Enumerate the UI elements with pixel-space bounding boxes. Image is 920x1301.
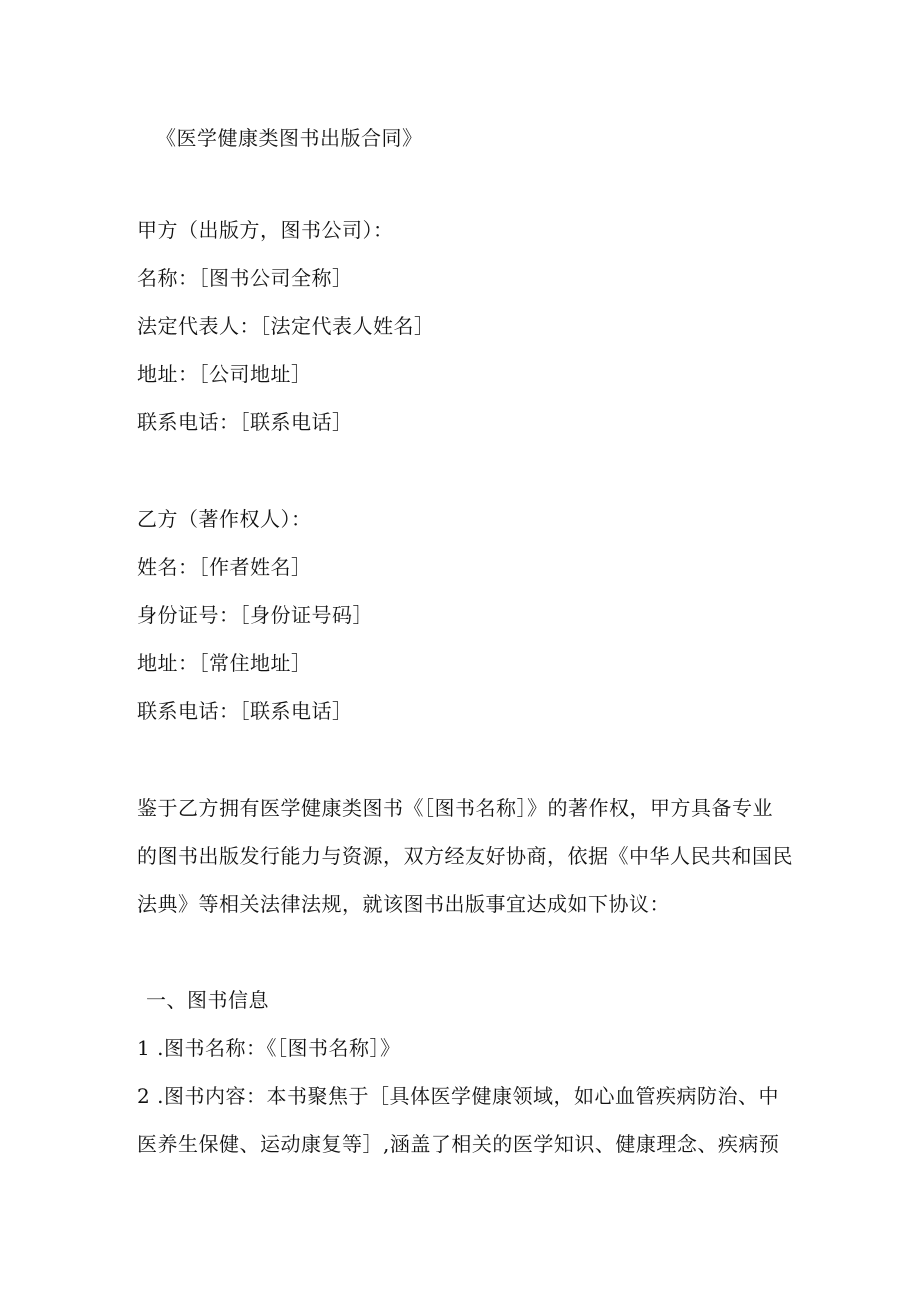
preamble-line: 鉴于乙方拥有医学健康类图书《［图书名称］》的著作权，甲方具备专业 [137,796,773,820]
section-item-1: 1 .图书名称：《［图书名称］》 [137,1036,401,1060]
party-a-name: 名称：［图书公司全称］ [137,266,353,290]
party-b-name: 姓名：［作者姓名］ [137,555,312,579]
section-item-2-line: 2 .图书内容：本书聚焦于［具体医学健康领域，如心血管疾病防治、中 [137,1084,779,1108]
contract-title: 《医学健康类图书出版合同》 [156,126,423,150]
party-a-address: 地址：［公司地址］ [137,362,312,386]
party-b-address: 地址：［常住地址］ [137,651,312,675]
party-a-heading: 甲方（出版方，图书公司）： [137,218,394,242]
party-a-phone: 联系电话：［联系电话］ [137,410,353,434]
party-b-heading: 乙方（著作权人）： [137,507,312,531]
section-item-2-line: 医养生保健、运动康复等］,涵盖了相关的医学知识、健康理念、疾病预 [137,1132,780,1156]
preamble-line: 法典》等相关法律法规，就该图书出版事宜达成如下协议： [137,892,670,916]
party-b-id: 身份证号：［身份证号码］ [137,603,373,627]
section-heading: 一、图书信息 [146,988,269,1012]
party-b-phone: 联系电话：［联系电话］ [137,699,353,723]
party-a-rep: 法定代表人：［法定代表人姓名］ [137,314,435,338]
preamble-line: 的图书出版发行能力与资源，双方经友好协商，依据《中华人民共和国民 [137,844,793,868]
